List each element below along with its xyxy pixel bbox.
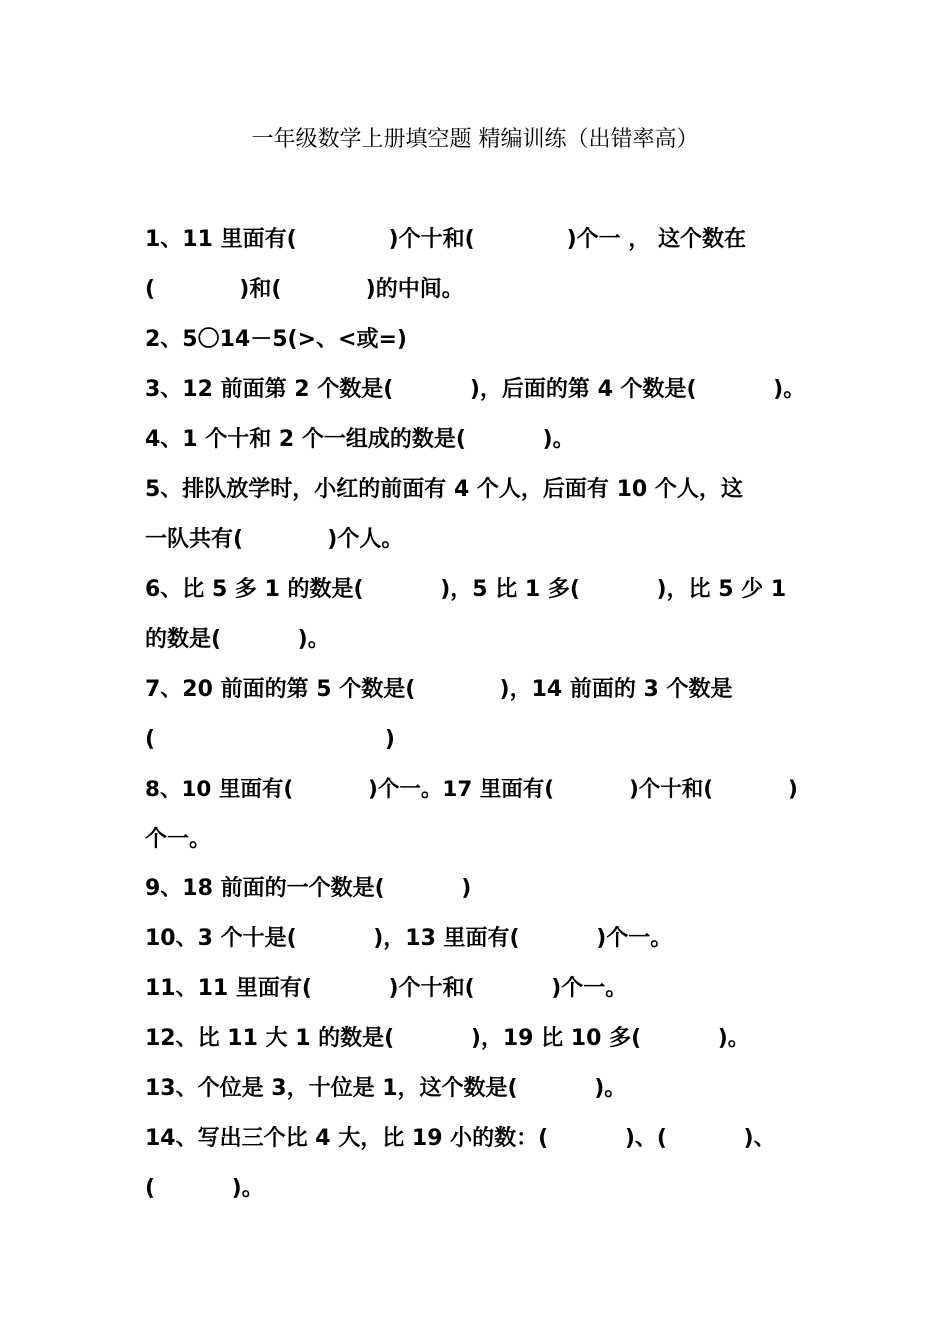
question-5-line-2: 一队共有( )个人。 — [145, 527, 404, 552]
question-5-line-1: 5、排队放学时，小红的前面有 4 个人，后面有 10 个人，这 — [145, 477, 743, 502]
question-8-line-2: 个一。 — [145, 827, 212, 852]
question-10: 10、3 个十是( )，13 里面有( )个一。 — [145, 926, 673, 951]
question-14-line-2: ( )。 — [145, 1176, 264, 1201]
question-2: 2、5〇14－5(>、<或=) — [145, 327, 407, 352]
question-6-line-2: 的数是( )。 — [145, 627, 330, 652]
question-13: 13、个位是 3，十位是 1，这个数是( )。 — [145, 1076, 627, 1101]
page-title: 一年级数学上册填空题 精编训练（出错率高） — [251, 127, 699, 152]
question-7-line-1: 7、20 前面的第 5 个数是( )，14 前面的 3 个数是 — [145, 677, 733, 702]
question-3: 3、12 前面第 2 个数是( )，后面的第 4 个数是( )。 — [145, 377, 806, 402]
question-4: 4、1 个十和 2 个一组成的数是( )。 — [145, 427, 575, 452]
question-1-line-1: 1、11 里面有( )个十和( )个一 ， 这个数在 — [145, 227, 746, 252]
question-6-line-1: 6、比 5 多 1 的数是( )，5 比 1 多( )，比 5 少 1 — [145, 577, 787, 602]
question-9: 9、18 前面的一个数是( ) — [145, 876, 472, 901]
question-12: 12、比 11 大 1 的数是( )，19 比 10 多( )。 — [145, 1026, 750, 1051]
question-11: 11、11 里面有( )个十和( )个一。 — [145, 976, 628, 1001]
question-7-line-2: ( ) — [145, 727, 395, 752]
question-14-line-1: 14、写出三个比 4 大，比 19 小的数：( )、( )、 — [145, 1126, 776, 1151]
question-1-line-2: ( )和( )的中间。 — [145, 277, 464, 302]
question-8-line-1: 8、10 里面有( )个一。17 里面有( )个十和( ) — [145, 777, 798, 802]
